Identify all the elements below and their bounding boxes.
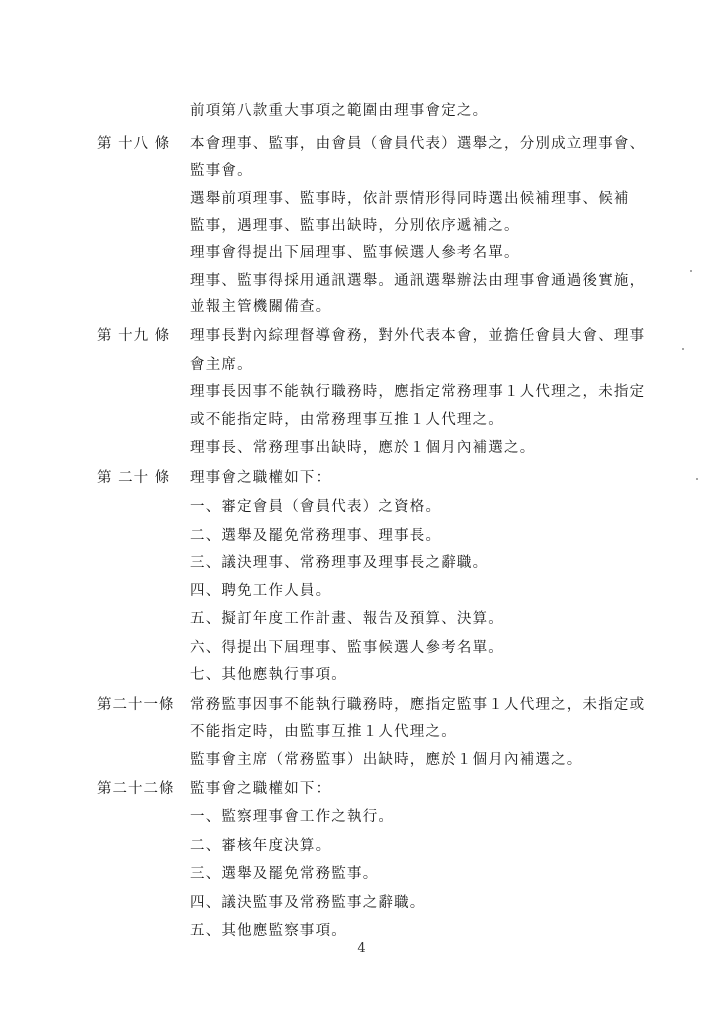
line-text: 監事會。 [190, 163, 253, 179]
line-text: 選舉前項理事、監事時，依計票情形得同時選出候補理事、候補 [190, 191, 630, 207]
line-text: 五、擬訂年度工作計畫、報告及預算、決算。 [190, 611, 504, 627]
line-text: 會主席。 [190, 357, 253, 373]
line-text: 前項第八款重大事項之範圍由理事會定之。 [190, 103, 489, 119]
line-text: 一、審定會員（會員代表）之資格。 [190, 499, 442, 515]
line-text: 四、議決監事及常務監事之辭職。 [190, 895, 426, 911]
line-text: 一、監察理事會工作之執行。 [190, 809, 395, 825]
line-text: 二、選舉及罷免常務理事、理事長。 [190, 528, 442, 544]
line-text: 理事長對內綜理督導會務，對外代表本會，並擔任會員大會、理事 [190, 328, 646, 344]
line-text: 常務監事因事不能執行職務時，應指定監事１人代理之，未指定或 [190, 697, 646, 713]
line-text: 不能指定時，由監事互推１人代理之。 [190, 724, 457, 740]
scan-speck [696, 478, 698, 480]
line-text: 監事，遇理事、監事出缺時，分別依序遞補之。 [190, 218, 520, 234]
line-text: 三、選舉及罷免常務監事。 [190, 866, 379, 882]
scan-speck [682, 348, 684, 350]
article-number: 第 十八 條 [97, 136, 171, 152]
line-text: 監事會之職權如下： [190, 781, 332, 797]
line-text: 二、審核年度決算。 [190, 838, 332, 854]
line-text: 或不能指定時，由常務理事互推１人代理之。 [190, 412, 504, 428]
line-text: 五、其他應監察事項。 [190, 923, 347, 939]
line-text: 本會理事、監事，由會員（會員代表）選舉之，分別成立理事會、 [190, 136, 646, 152]
line-text: 理事長、常務理事出缺時，應於１個月內補選之。 [190, 440, 536, 456]
line-text: 理事長因事不能執行職務時，應指定常務理事１人代理之，未指定 [190, 384, 646, 400]
article-number: 第 十九 條 [97, 328, 171, 344]
line-text: 三、議決理事、常務理事及理事長之辭職。 [190, 555, 489, 571]
page-number: 4 [357, 941, 366, 956]
line-text: 理事會得提出下屆理事、監事候選人參考名單。 [190, 245, 520, 261]
scan-speck [690, 270, 692, 272]
line-text: 四、聘免工作人員。 [190, 583, 332, 599]
line-text: 並報主管機關備查。 [190, 299, 332, 315]
article-number: 第二十二條 [97, 781, 175, 797]
line-text: 監事會主席（常務監事）出缺時，應於１個月內補選之。 [190, 752, 583, 768]
line-text: 七、其他應執行事項。 [190, 667, 347, 683]
line-text: 理事、監事得採用通訊選舉。通訊選舉辦法由理事會通過後實施， [190, 273, 646, 289]
line-text: 六、得提出下屆理事、監事候選人參考名單。 [190, 640, 504, 656]
article-number: 第二十一條 [97, 697, 175, 713]
article-number: 第 二十 條 [97, 470, 171, 486]
line-text: 理事會之職權如下： [190, 470, 332, 486]
